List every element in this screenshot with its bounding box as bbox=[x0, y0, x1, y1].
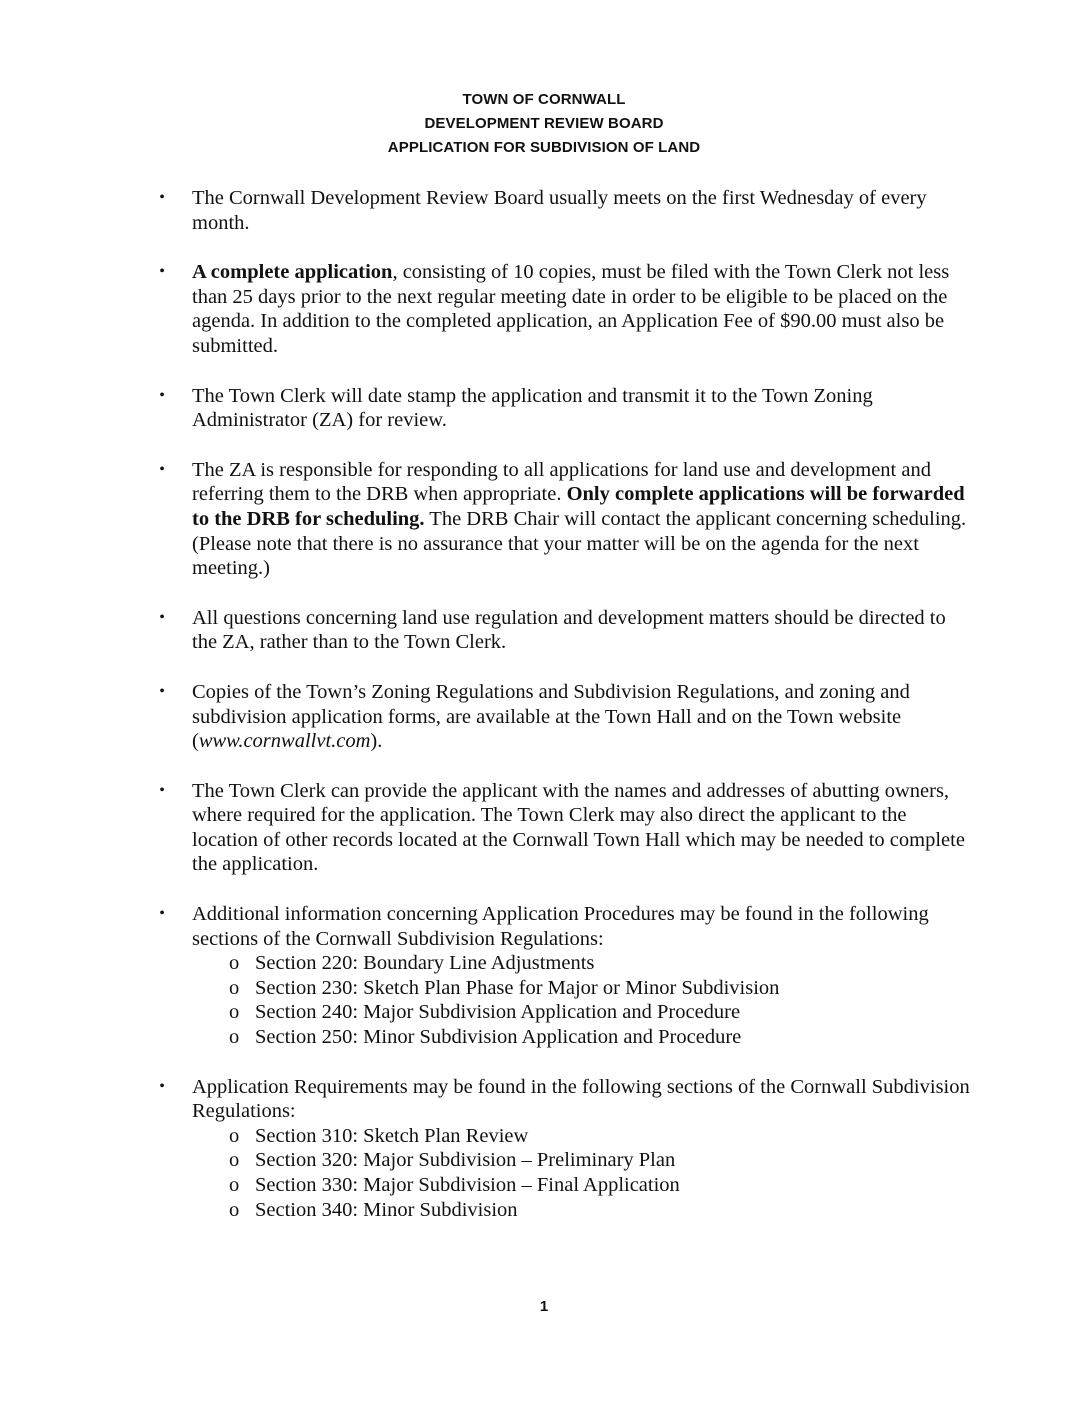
bullet-text: The Cornwall Development Review Board usually meets on the first Wednesday of every month. bbox=[192, 187, 927, 234]
sub-bullet-icon: o bbox=[229, 1198, 240, 1221]
bullet-text: Additional information concerning Application Procedures may be found in the following sections of the Cornwall Subdivision Regulations: bbox=[192, 903, 929, 950]
list-item-text: Section 220: Boundary Line Adjustments bbox=[255, 952, 595, 975]
bullet-icon: • bbox=[159, 781, 165, 799]
list-item bbox=[192, 1173, 975, 1198]
bullet-text: The Town Clerk can provide the applicant with the names and addresses of abutting owners, where required for the application. The Town Clerk may also direct the applicant to the location of other records located at the Cornwall Town Hall which may be needed to complete the application. bbox=[192, 779, 965, 876]
bullet-text: Copies of the Town’s Zoning Regulations and Subdivision Regulations, and zoning and subdivision application forms, are available at the Town Hall and on the Town website ( bbox=[192, 680, 910, 753]
bullet-icon: • bbox=[159, 189, 165, 206]
bullet-za-responsibility bbox=[155, 458, 975, 581]
bullet-icon: • bbox=[159, 682, 165, 700]
bullet-meeting-schedule bbox=[155, 186, 975, 235]
header-form-title: APPLICATION FOR SUBDIVISION OF LAND bbox=[387, 139, 701, 156]
list-item-text: Section 330: Major Subdivision – Final Application bbox=[255, 1174, 680, 1196]
bullet-date-stamp bbox=[155, 384, 975, 433]
bullet-icon: • bbox=[159, 263, 165, 281]
sub-bullet-icon: o bbox=[229, 1026, 240, 1049]
sub-bullet-icon: o bbox=[229, 1174, 240, 1196]
bullet-icon: • bbox=[159, 386, 165, 404]
bullet-text: All questions concerning land use regulation and development matters should be directed to the ZA, rather than to the Town Clerk. bbox=[192, 606, 946, 654]
list-item bbox=[192, 1000, 975, 1025]
bullet-application-requirements bbox=[155, 1075, 975, 1223]
procedures-section-list bbox=[192, 951, 975, 1049]
bullet-text-continued: ). bbox=[370, 730, 383, 753]
list-item bbox=[192, 1124, 975, 1149]
bullet-icon: • bbox=[159, 460, 165, 478]
bullet-text: , consisting of 10 copies, must be filed with the Town Clerk not less than 25 days prior to the next regular meeting date in order to be eligible to be placed on the agenda. In addition to the completed application, an Application Fee of $90.00 must also be submitted. bbox=[192, 261, 950, 357]
document-header bbox=[0, 88, 1088, 160]
list-item-text: Section 230: Sketch Plan Phase for Major or Minor Subdivision bbox=[255, 976, 780, 999]
bullet-text: The Town Clerk will date stamp the application and transmit it to the Town Zoning Administrator (ZA) for review. bbox=[192, 384, 873, 432]
sub-bullet-icon: o bbox=[229, 1124, 240, 1147]
requirements-section-list bbox=[192, 1124, 975, 1222]
bullet-list bbox=[155, 186, 975, 1247]
bullet-bold-text: A complete application bbox=[192, 261, 393, 284]
bullet-application-procedures bbox=[155, 902, 975, 1050]
list-item-text: Section 340: Minor Subdivision bbox=[255, 1198, 518, 1221]
list-item-text: Section 240: Major Subdivision Application and Procedure bbox=[255, 1001, 741, 1024]
header-town-name: TOWN OF CORNWALL bbox=[462, 91, 626, 108]
bullet-complete-application bbox=[155, 260, 975, 358]
bullet-icon: • bbox=[159, 608, 165, 626]
list-item bbox=[192, 951, 975, 976]
sub-bullet-icon: o bbox=[229, 976, 240, 999]
list-item bbox=[192, 1198, 975, 1223]
list-item-text: Section 250: Minor Subdivision Application and Procedure bbox=[255, 1026, 742, 1049]
bullet-text: Application Requirements may be found in the following sections of the Cornwall Subdivision Regulations: bbox=[192, 1075, 970, 1123]
list-item bbox=[192, 976, 975, 1001]
website-link[interactable]: www.cornwallvt.com bbox=[198, 730, 371, 753]
list-item-text: Section 310: Sketch Plan Review bbox=[255, 1124, 529, 1147]
list-item bbox=[192, 1148, 975, 1173]
list-item-text: Section 320: Major Subdivision – Preliminary Plan bbox=[255, 1149, 676, 1172]
bullet-icon: • bbox=[159, 1077, 165, 1095]
sub-bullet-icon: o bbox=[229, 1001, 240, 1024]
header-board-name: DEVELOPMENT REVIEW BOARD bbox=[424, 115, 664, 132]
bullet-copies-of-regulations bbox=[155, 680, 975, 754]
bullet-abutting-owners bbox=[155, 779, 975, 877]
bullet-text-continued: The DRB Chair will contact the applicant concerning scheduling. (Please note that there is no assurance that your matter will be on the agenda for the next meeting.) bbox=[192, 507, 967, 580]
bullet-icon: • bbox=[159, 905, 165, 923]
page-number: 1 bbox=[539, 1298, 549, 1315]
bullet-bold-text: Only complete applications will be forwarded to the DRB for scheduling. bbox=[192, 483, 965, 530]
list-item bbox=[192, 1025, 975, 1050]
bullet-questions bbox=[155, 606, 975, 655]
bullet-text: The ZA is responsible for responding to all applications for land use and development and referring them to the DRB when appropriate. bbox=[192, 458, 931, 506]
sub-bullet-icon: o bbox=[229, 1149, 240, 1172]
sub-bullet-icon: o bbox=[229, 952, 240, 975]
